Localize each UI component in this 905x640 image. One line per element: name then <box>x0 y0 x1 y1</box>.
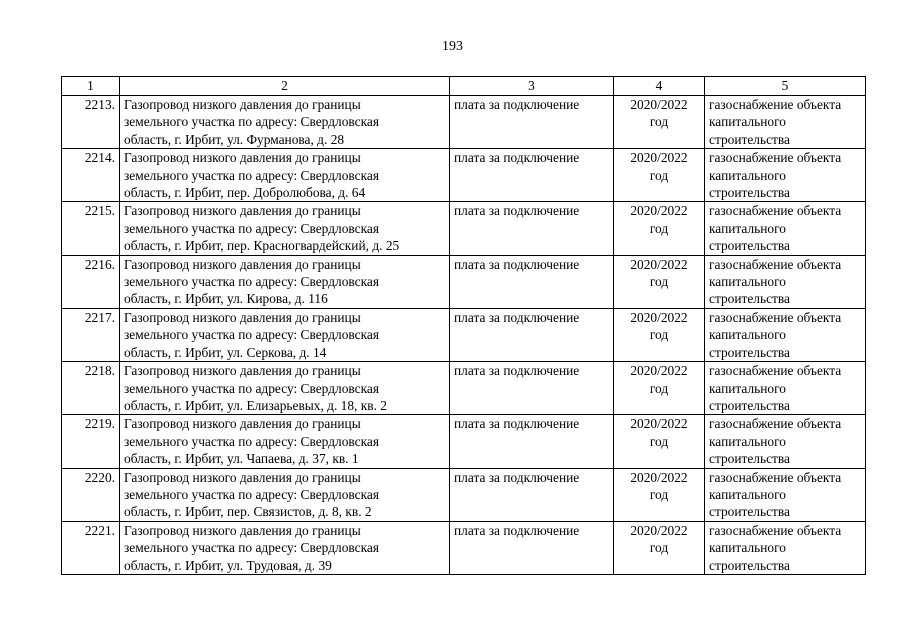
header-col-5: 5 <box>705 77 866 96</box>
purpose-line: капитального <box>709 433 786 449</box>
purpose-cell <box>705 149 866 202</box>
purpose-line: газоснабжение объекта <box>709 203 842 219</box>
period-cell <box>614 308 705 361</box>
purpose-cell <box>705 521 866 574</box>
object-name-line: область, г. Ирбит, ул. Чапаева, д. 37, кв. 1 <box>124 451 359 467</box>
purpose-line: газоснабжение объекта <box>709 522 842 538</box>
purpose-cell <box>705 308 866 361</box>
object-name-line: область, г. Ирбит, ул. Фурманова, д. 28 <box>124 131 345 147</box>
period-line: год <box>649 380 669 396</box>
row-number: 2221. <box>62 521 120 574</box>
period-cell <box>614 415 705 468</box>
period-cell <box>614 521 705 574</box>
object-name-cell <box>120 521 450 574</box>
period-line: 2020/2022 <box>630 256 688 272</box>
period-cell <box>614 362 705 415</box>
purpose-line: строительства <box>709 291 790 307</box>
purpose-cell <box>705 468 866 521</box>
purpose-line: капитального <box>709 274 786 290</box>
object-name-line: область, г. Ирбит, ул. Елизарьевых, д. 18, кв. 2 <box>124 397 387 413</box>
period-line: год <box>649 486 669 502</box>
basis-cell: плата за подключение <box>450 202 614 255</box>
table-header <box>62 77 866 96</box>
purpose-line: строительства <box>709 131 790 147</box>
object-name-cell <box>120 415 450 468</box>
purpose-line: капитального <box>709 327 786 343</box>
object-name-line: Газопровод низкого давления до границы <box>124 522 361 538</box>
purpose-line: газоснабжение объекта <box>709 309 842 325</box>
object-name-line: Газопровод низкого давления до границы <box>124 363 361 379</box>
table-row <box>62 255 866 308</box>
row-number: 2215. <box>62 202 120 255</box>
object-name-line: земельного участка по адресу: Свердловская <box>124 274 379 290</box>
purpose-line: газоснабжение объекта <box>709 256 842 272</box>
object-name-cell <box>120 468 450 521</box>
purpose-line: строительства <box>709 557 790 573</box>
object-name-cell <box>120 202 450 255</box>
table-body <box>62 96 866 575</box>
period-line: год <box>649 433 669 449</box>
object-name-line: область, г. Ирбит, ул. Серкова, д. 14 <box>124 344 327 360</box>
object-name-line: земельного участка по адресу: Свердловская <box>124 433 379 449</box>
object-name-line: земельного участка по адресу: Свердловская <box>124 114 379 130</box>
period-line: 2020/2022 <box>630 203 688 219</box>
row-number: 2219. <box>62 415 120 468</box>
period-line: год <box>649 540 669 556</box>
basis-cell: плата за подключение <box>450 255 614 308</box>
period-line: 2020/2022 <box>630 150 688 166</box>
purpose-line: газоснабжение объекта <box>709 150 842 166</box>
header-row <box>62 77 866 96</box>
purpose-line: строительства <box>709 185 790 201</box>
object-name-line: земельного участка по адресу: Свердловская <box>124 486 379 502</box>
period-line: 2020/2022 <box>630 522 688 538</box>
object-name-line: Газопровод низкого давления до границы <box>124 150 361 166</box>
table-row <box>62 415 866 468</box>
page-number: 193 <box>442 39 463 54</box>
table-row <box>62 521 866 574</box>
period-cell <box>614 96 705 149</box>
purpose-line: капитального <box>709 540 786 556</box>
object-name-line: Газопровод низкого давления до границы <box>124 256 361 272</box>
period-cell <box>614 202 705 255</box>
period-cell <box>614 149 705 202</box>
period-cell <box>614 255 705 308</box>
period-line: 2020/2022 <box>630 416 688 432</box>
table-row <box>62 308 866 361</box>
purpose-cell <box>705 255 866 308</box>
object-name-line: земельного участка по адресу: Свердловская <box>124 167 379 183</box>
object-name-cell <box>120 96 450 149</box>
row-number: 2217. <box>62 308 120 361</box>
row-number: 2214. <box>62 149 120 202</box>
object-name-line: Газопровод низкого давления до границы <box>124 203 361 219</box>
row-number: 2216. <box>62 255 120 308</box>
purpose-cell <box>705 96 866 149</box>
object-name-line: область, г. Ирбит, пер. Красногвардейский, д. 25 <box>124 238 400 254</box>
purpose-line: строительства <box>709 238 790 254</box>
purpose-line: газоснабжение объекта <box>709 97 842 112</box>
period-line: 2020/2022 <box>630 309 688 325</box>
purpose-cell <box>705 202 866 255</box>
basis-cell: плата за подключение <box>450 362 614 415</box>
period-line: год <box>649 220 669 236</box>
table-row <box>62 468 866 521</box>
object-name-line: земельного участка по адресу: Свердловская <box>124 327 379 343</box>
header-col-3: 3 <box>450 77 614 96</box>
object-name-line: земельного участка по адресу: Свердловская <box>124 220 379 236</box>
object-name-line: земельного участка по адресу: Свердловская <box>124 540 379 556</box>
period-line: 2020/2022 <box>630 97 688 112</box>
basis-cell: плата за подключение <box>450 149 614 202</box>
object-name-line: область, г. Ирбит, пер. Связистов, д. 8, кв. 2 <box>124 504 372 520</box>
basis-cell: плата за подключение <box>450 415 614 468</box>
row-number: 2218. <box>62 362 120 415</box>
object-name-line: Газопровод низкого давления до границы <box>124 416 361 432</box>
row-number: 2213. <box>62 96 120 149</box>
header-col-1: 1 <box>62 77 120 96</box>
table-row <box>62 362 866 415</box>
period-line: год <box>649 274 669 290</box>
object-name-cell <box>120 255 450 308</box>
purpose-line: капитального <box>709 114 786 130</box>
object-name-line: область, г. Ирбит, пер. Добролюбова, д. 64 <box>124 185 366 201</box>
basis-cell: плата за подключение <box>450 521 614 574</box>
period-line: год <box>649 114 669 130</box>
document-table <box>61 76 866 575</box>
purpose-line: строительства <box>709 504 790 520</box>
table-row <box>62 96 866 149</box>
purpose-line: капитального <box>709 220 786 236</box>
object-name-line: область, г. Ирбит, ул. Трудовая, д. 39 <box>124 557 332 573</box>
basis-cell: плата за подключение <box>450 96 614 149</box>
purpose-line: строительства <box>709 397 790 413</box>
purpose-line: капитального <box>709 486 786 502</box>
period-line: 2020/2022 <box>630 469 688 485</box>
purpose-line: газоснабжение объекта <box>709 363 842 379</box>
period-cell <box>614 468 705 521</box>
object-name-cell <box>120 308 450 361</box>
basis-cell: плата за подключение <box>450 308 614 361</box>
object-name-cell <box>120 149 450 202</box>
purpose-line: газоснабжение объекта <box>709 416 842 432</box>
purpose-line: строительства <box>709 451 790 467</box>
header-col-2: 2 <box>120 77 450 96</box>
table-row <box>62 149 866 202</box>
basis-cell: плата за подключение <box>450 468 614 521</box>
purpose-line: капитального <box>709 380 786 396</box>
period-line: год <box>649 327 669 343</box>
object-name-line: Газопровод низкого давления до границы <box>124 97 361 112</box>
object-name-line: Газопровод низкого давления до границы <box>124 309 361 325</box>
purpose-cell <box>705 362 866 415</box>
purpose-line: капитального <box>709 167 786 183</box>
header-col-4: 4 <box>614 77 705 96</box>
row-number: 2220. <box>62 468 120 521</box>
period-line: 2020/2022 <box>630 363 688 379</box>
purpose-line: газоснабжение объекта <box>709 469 842 485</box>
period-line: год <box>649 167 669 183</box>
object-name-cell <box>120 362 450 415</box>
object-name-line: Газопровод низкого давления до границы <box>124 469 361 485</box>
object-name-line: земельного участка по адресу: Свердловская <box>124 380 379 396</box>
table-row <box>62 202 866 255</box>
purpose-line: строительства <box>709 344 790 360</box>
object-name-line: область, г. Ирбит, ул. Кирова, д. 116 <box>124 291 328 307</box>
purpose-cell <box>705 415 866 468</box>
